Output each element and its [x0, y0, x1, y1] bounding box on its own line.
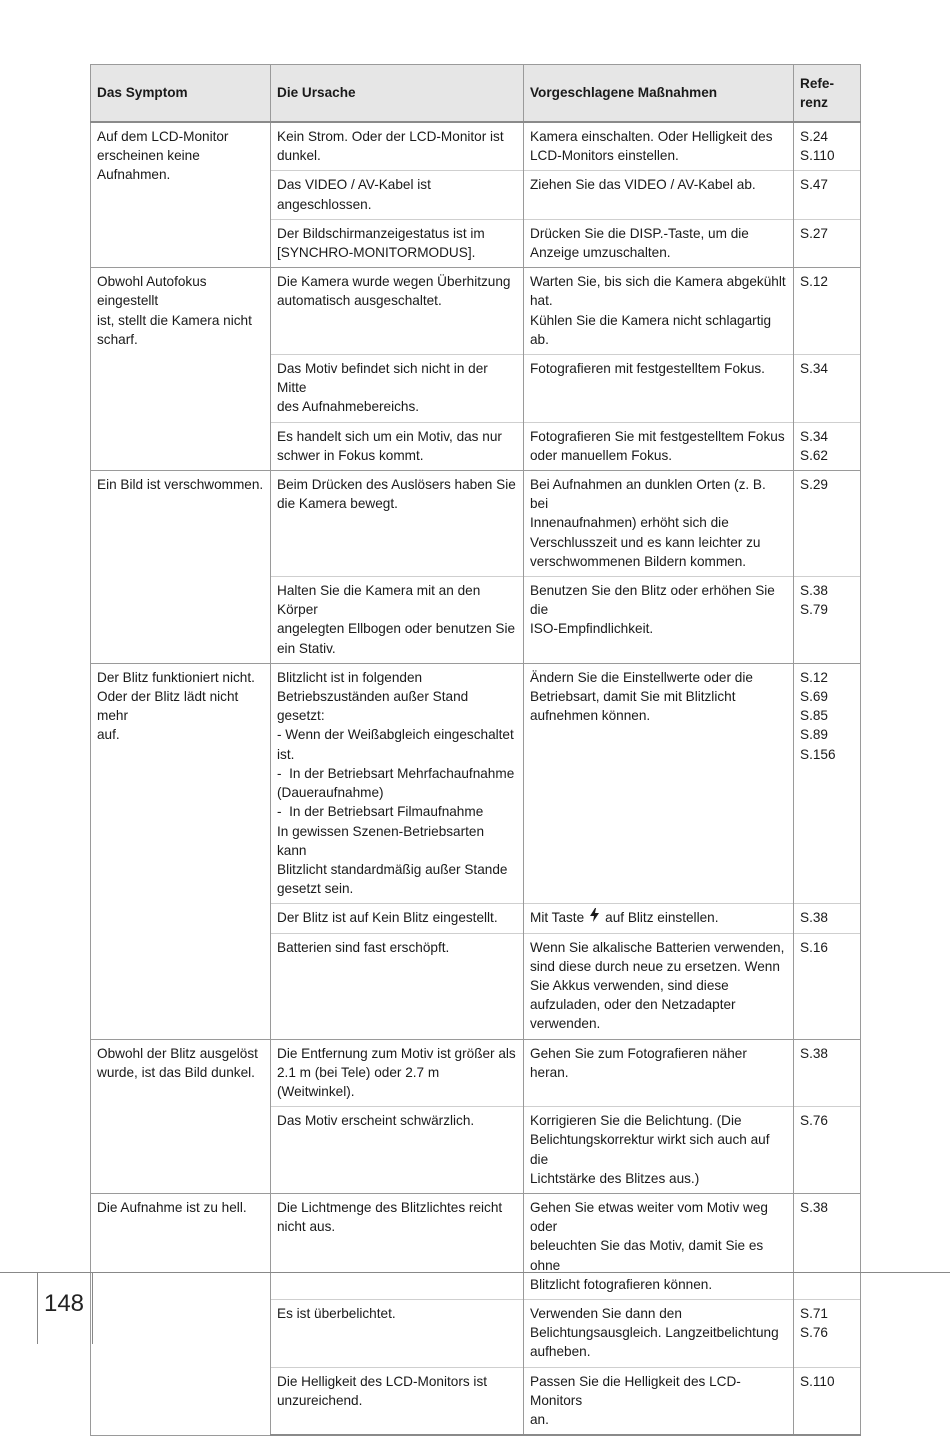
header-reference-line: renz: [800, 95, 828, 110]
action-cell: [524, 1193, 794, 1299]
symptom-line: wurde, ist das Bild dunkel.: [97, 1064, 255, 1080]
action-line: aufnehmen können.: [530, 708, 651, 724]
reference-cell: [794, 171, 861, 219]
table-row: [91, 663, 861, 903]
symptom-line: auf.: [97, 727, 120, 743]
symptom-line: Der Blitz funktioniert nicht.: [97, 669, 255, 685]
symptom-line: Oder der Blitz lädt nicht mehr: [97, 689, 243, 724]
action-line: Gehen Sie zum Fotografieren näher heran.: [530, 1045, 751, 1080]
action-cell: [524, 1299, 794, 1367]
table-row: [91, 1039, 861, 1107]
cause-line: schwer in Fokus kommt.: [277, 447, 424, 463]
cause-line: Blitzlicht ist in folgenden: [277, 669, 423, 685]
action-cell: [524, 422, 794, 470]
reference-line: S.27: [800, 225, 828, 241]
cause-line: Die Kamera wurde wegen Überhitzung: [277, 274, 511, 290]
action-cell: [524, 663, 794, 903]
cause-cell: [271, 422, 524, 470]
cause-line: ein Stativ.: [277, 640, 336, 656]
action-cell: [524, 355, 794, 423]
cause-line: - Wenn der Weißabgleich eingeschaltet: [277, 727, 514, 743]
footer-rule: [0, 1272, 950, 1273]
cause-line: Die Entfernung zum Motiv ist größer als: [277, 1045, 516, 1061]
reference-line: S.38: [800, 1199, 828, 1215]
table-header-row: [91, 65, 861, 123]
action-line: Ziehen Sie das VIDEO / AV-Kabel ab.: [530, 177, 756, 193]
cause-line: In gewissen Szenen-Betriebsarten kann: [277, 823, 488, 858]
symptom-line: Obwohl der Blitz ausgelöst: [97, 1045, 258, 1061]
cause-cell: [271, 1367, 524, 1435]
symptom-cell: [91, 1039, 271, 1193]
reference-line: S.12: [800, 669, 828, 685]
symptom-line: Ein Bild ist verschwommen.: [97, 477, 264, 493]
symptom-line: scharf.: [97, 331, 138, 347]
action-line: verwenden.: [530, 1016, 601, 1032]
table-row: [91, 268, 861, 355]
action-cell: [524, 471, 794, 577]
cause-cell: [271, 1193, 524, 1299]
page-number: 148: [43, 1290, 85, 1317]
cause-line: - In der Betriebsart Mehrfachaufnahme: [277, 765, 515, 781]
header-reference: [794, 65, 861, 123]
action-line: Anzeige umzuschalten.: [530, 245, 671, 261]
reference-line: S.110: [800, 148, 835, 164]
action-line: Kühlen Sie die Kamera nicht schlagartig ab.: [530, 312, 775, 347]
action-line: sind diese durch neue zu ersetzen. Wenn: [530, 958, 780, 974]
action-cell: [524, 1039, 794, 1107]
cause-line: Betriebszuständen außer Stand gesetzt:: [277, 689, 472, 724]
reference-cell: [794, 1367, 861, 1435]
action-line: aufheben.: [530, 1344, 591, 1360]
action-line: Fotografieren Sie mit festgestelltem Fokus: [530, 428, 785, 444]
reference-line: S.89: [800, 727, 828, 743]
action-cell: [524, 219, 794, 267]
action-cell: [524, 904, 794, 933]
reference-cell: [794, 471, 861, 577]
action-line: Betriebsart, damit Sie mit Blitzlicht: [530, 689, 736, 705]
cause-line: gesetzt sein.: [277, 881, 354, 897]
symptom-cell: [91, 1193, 271, 1435]
header-cause: Die Ursache: [271, 65, 524, 123]
cause-line: Die Helligkeit des LCD-Monitors ist: [277, 1373, 488, 1389]
reference-cell: [794, 1193, 861, 1299]
cause-line: [SYNCHRO-MONITORMODUS].: [277, 245, 476, 261]
cause-cell: [271, 268, 524, 355]
cause-line: nicht aus.: [277, 1219, 336, 1235]
reference-line: S.24: [800, 129, 828, 144]
cause-line: Das Motiv befindet sich nicht in der Mitte: [277, 361, 492, 396]
action-line: aufzuladen, oder den Netzadapter: [530, 997, 736, 1013]
action-line: Kamera einschalten. Oder Helligkeit des: [530, 129, 773, 144]
reference-cell: [794, 1107, 861, 1194]
action-line: LCD-Monitors einstellen.: [530, 148, 679, 164]
cause-line: angelegten Ellbogen oder benutzen Sie: [277, 621, 516, 637]
reference-cell: [794, 219, 861, 267]
action-line: Verschlusszeit und es kann leichter zu: [530, 534, 761, 550]
header-action: Vorgeschlagene Maßnahmen: [524, 65, 794, 123]
cause-line: Beim Drücken des Auslösers haben Sie: [277, 477, 516, 493]
cause-cell: [271, 471, 524, 577]
action-line: Bei Aufnahmen an dunklen Orten (z. B. bei: [530, 477, 770, 512]
cause-line: ist.: [277, 746, 295, 762]
reference-line: S.76: [800, 1113, 828, 1129]
cause-line: (Daueraufnahme): [277, 785, 384, 801]
reference-line: S.62: [800, 447, 828, 463]
reference-cell: [794, 904, 861, 933]
reference-line: S.16: [800, 939, 828, 955]
action-line: ISO-Empfindlichkeit.: [530, 621, 654, 637]
action-line: an.: [530, 1411, 549, 1427]
symptom-line: Obwohl Autofokus eingestellt: [97, 274, 211, 309]
action-line: Passen Sie die Helligkeit des LCD-Monitors: [530, 1373, 741, 1408]
action-line: Blitzlicht fotografieren können.: [530, 1276, 713, 1292]
reference-line: S.29: [800, 477, 828, 493]
action-line: Verwenden Sie dann den: [530, 1305, 682, 1321]
reference-cell: [794, 663, 861, 903]
action-line: Fotografieren mit festgestelltem Fokus.: [530, 361, 765, 377]
cause-cell: [271, 171, 524, 219]
action-line: Innenaufnahmen) erhöht sich die: [530, 515, 729, 531]
reference-line: S.110: [800, 1373, 835, 1389]
action-line: Gehen Sie etwas weiter vom Motiv weg oder: [530, 1199, 772, 1235]
action-cell: [524, 577, 794, 664]
action-text: auf Blitz einstellen.: [605, 910, 719, 926]
header-reference-line: Refe-: [800, 75, 834, 91]
action-line: Benutzen Sie den Blitz oder erhöhen Sie die: [530, 583, 779, 618]
action-cell: [524, 122, 794, 171]
reference-line: S.47: [800, 177, 828, 193]
cause-line: Das VIDEO / AV-Kabel ist: [277, 177, 431, 193]
reference-line: S.71: [800, 1305, 828, 1321]
action-line: Ändern Sie die Einstellwerte oder die: [530, 669, 753, 685]
cause-line: dunkel.: [277, 148, 321, 164]
symptom-line: Auf dem LCD-Monitor: [97, 129, 229, 144]
reference-cell: [794, 355, 861, 423]
reference-line: S.38: [800, 1045, 828, 1061]
action-line: Belichtungsausgleich. Langzeitbelichtung: [530, 1325, 779, 1341]
symptom-cell: [91, 122, 271, 268]
cause-cell: [271, 663, 524, 903]
cause-line: angeschlossen.: [277, 196, 372, 212]
symptom-cell: [91, 471, 271, 664]
symptom-line: Aufnahmen.: [97, 167, 171, 183]
cause-cell: [271, 1107, 524, 1194]
action-line: Sie Akkus verwenden, sind diese: [530, 977, 729, 993]
cause-line: Kein Strom. Oder der LCD-Monitor ist: [277, 129, 504, 144]
action-line: Korrigieren Sie die Belichtung. (Die: [530, 1113, 742, 1129]
cause-line: Batterien sind fast erschöpft.: [277, 939, 450, 955]
symptom-line: ist, stellt die Kamera nicht: [97, 312, 252, 328]
cause-line: Es ist überbelichtet.: [277, 1305, 396, 1321]
reference-line: S.85: [800, 708, 828, 724]
cause-line: - In der Betriebsart Filmaufnahme: [277, 804, 484, 820]
cause-cell: [271, 1039, 524, 1107]
symptom-line: Die Aufnahme ist zu hell.: [97, 1199, 247, 1215]
symptom-cell: [91, 663, 271, 1039]
header-symptom: Das Symptom: [91, 65, 271, 123]
cause-line: die Kamera bewegt.: [277, 496, 398, 512]
reference-cell: [794, 422, 861, 470]
action-line: oder manuellem Fokus.: [530, 447, 673, 463]
reference-line: S.34: [800, 361, 828, 377]
symptom-cell: [91, 268, 271, 471]
cause-cell: [271, 219, 524, 267]
symptom-line: erscheinen keine: [97, 148, 200, 164]
action-cell: [524, 1367, 794, 1435]
action-line: Drücken Sie die DISP.-Taste, um die: [530, 225, 749, 241]
cause-line: Der Blitz ist auf Kein Blitz eingestellt.: [277, 910, 498, 926]
cause-line: Die Lichtmenge des Blitzlichtes reicht: [277, 1199, 503, 1215]
cause-cell: [271, 122, 524, 171]
table-row: [91, 471, 861, 577]
reference-line: S.79: [800, 602, 828, 618]
action-cell: [524, 933, 794, 1039]
reference-line: S.12: [800, 274, 828, 290]
action-line: Lichtstärke des Blitzes aus.): [530, 1170, 700, 1186]
action-cell: [524, 171, 794, 219]
cause-cell: [271, 355, 524, 423]
reference-line: S.76: [800, 1325, 828, 1341]
action-line: verschwommenen Bildern kommen.: [530, 553, 747, 569]
action-line: Wenn Sie alkalische Batterien verwenden,: [530, 939, 785, 955]
reference-cell: [794, 122, 861, 171]
cause-cell: [271, 904, 524, 933]
reference-cell: [794, 1039, 861, 1107]
reference-line: S.38: [800, 910, 828, 926]
table-row: [91, 1193, 861, 1299]
cause-cell: [271, 933, 524, 1039]
action-line: hat.: [530, 293, 553, 309]
cause-line: Es handelt sich um ein Motiv, das nur: [277, 428, 502, 444]
reference-line: S.38: [800, 583, 828, 599]
cause-line: Halten Sie die Kamera mit an den Körper: [277, 583, 485, 618]
cause-line: Das Motiv erscheint schwärzlich.: [277, 1113, 475, 1129]
reference-cell: [794, 268, 861, 355]
table-body: [91, 122, 861, 1435]
action-text: Mit Taste: [530, 910, 585, 926]
reference-line: S.69: [800, 689, 828, 705]
flash-icon: [590, 908, 599, 927]
cause-line: des Aufnahmebereichs.: [277, 399, 420, 415]
action-cell: [524, 268, 794, 355]
cause-line: unzureichend.: [277, 1392, 363, 1408]
table-row: [91, 122, 861, 171]
troubleshooting-table: [90, 64, 861, 1436]
cause-cell: [271, 577, 524, 664]
cause-line: Blitzlicht standardmäßig außer Stande: [277, 861, 508, 877]
reference-cell: [794, 577, 861, 664]
reference-cell: [794, 1299, 861, 1367]
reference-cell: [794, 933, 861, 1039]
reference-line: S.34: [800, 428, 828, 444]
action-line: Belichtungskorrektur wirkt sich auch auf die: [530, 1132, 774, 1167]
action-cell: [524, 1107, 794, 1194]
action-line: beleuchten Sie das Motiv, damit Sie es ohne: [530, 1238, 768, 1273]
cause-cell: [271, 1299, 524, 1367]
cause-line: 2.1 m (bei Tele) oder 2.7 m (Weitwinkel).: [277, 1064, 443, 1099]
cause-line: automatisch ausgeschaltet.: [277, 293, 442, 309]
cause-line: Der Bildschirmanzeigestatus ist im: [277, 225, 485, 241]
action-line: Warten Sie, bis sich die Kamera abgekühlt: [530, 274, 786, 290]
reference-line: S.156: [800, 746, 836, 762]
